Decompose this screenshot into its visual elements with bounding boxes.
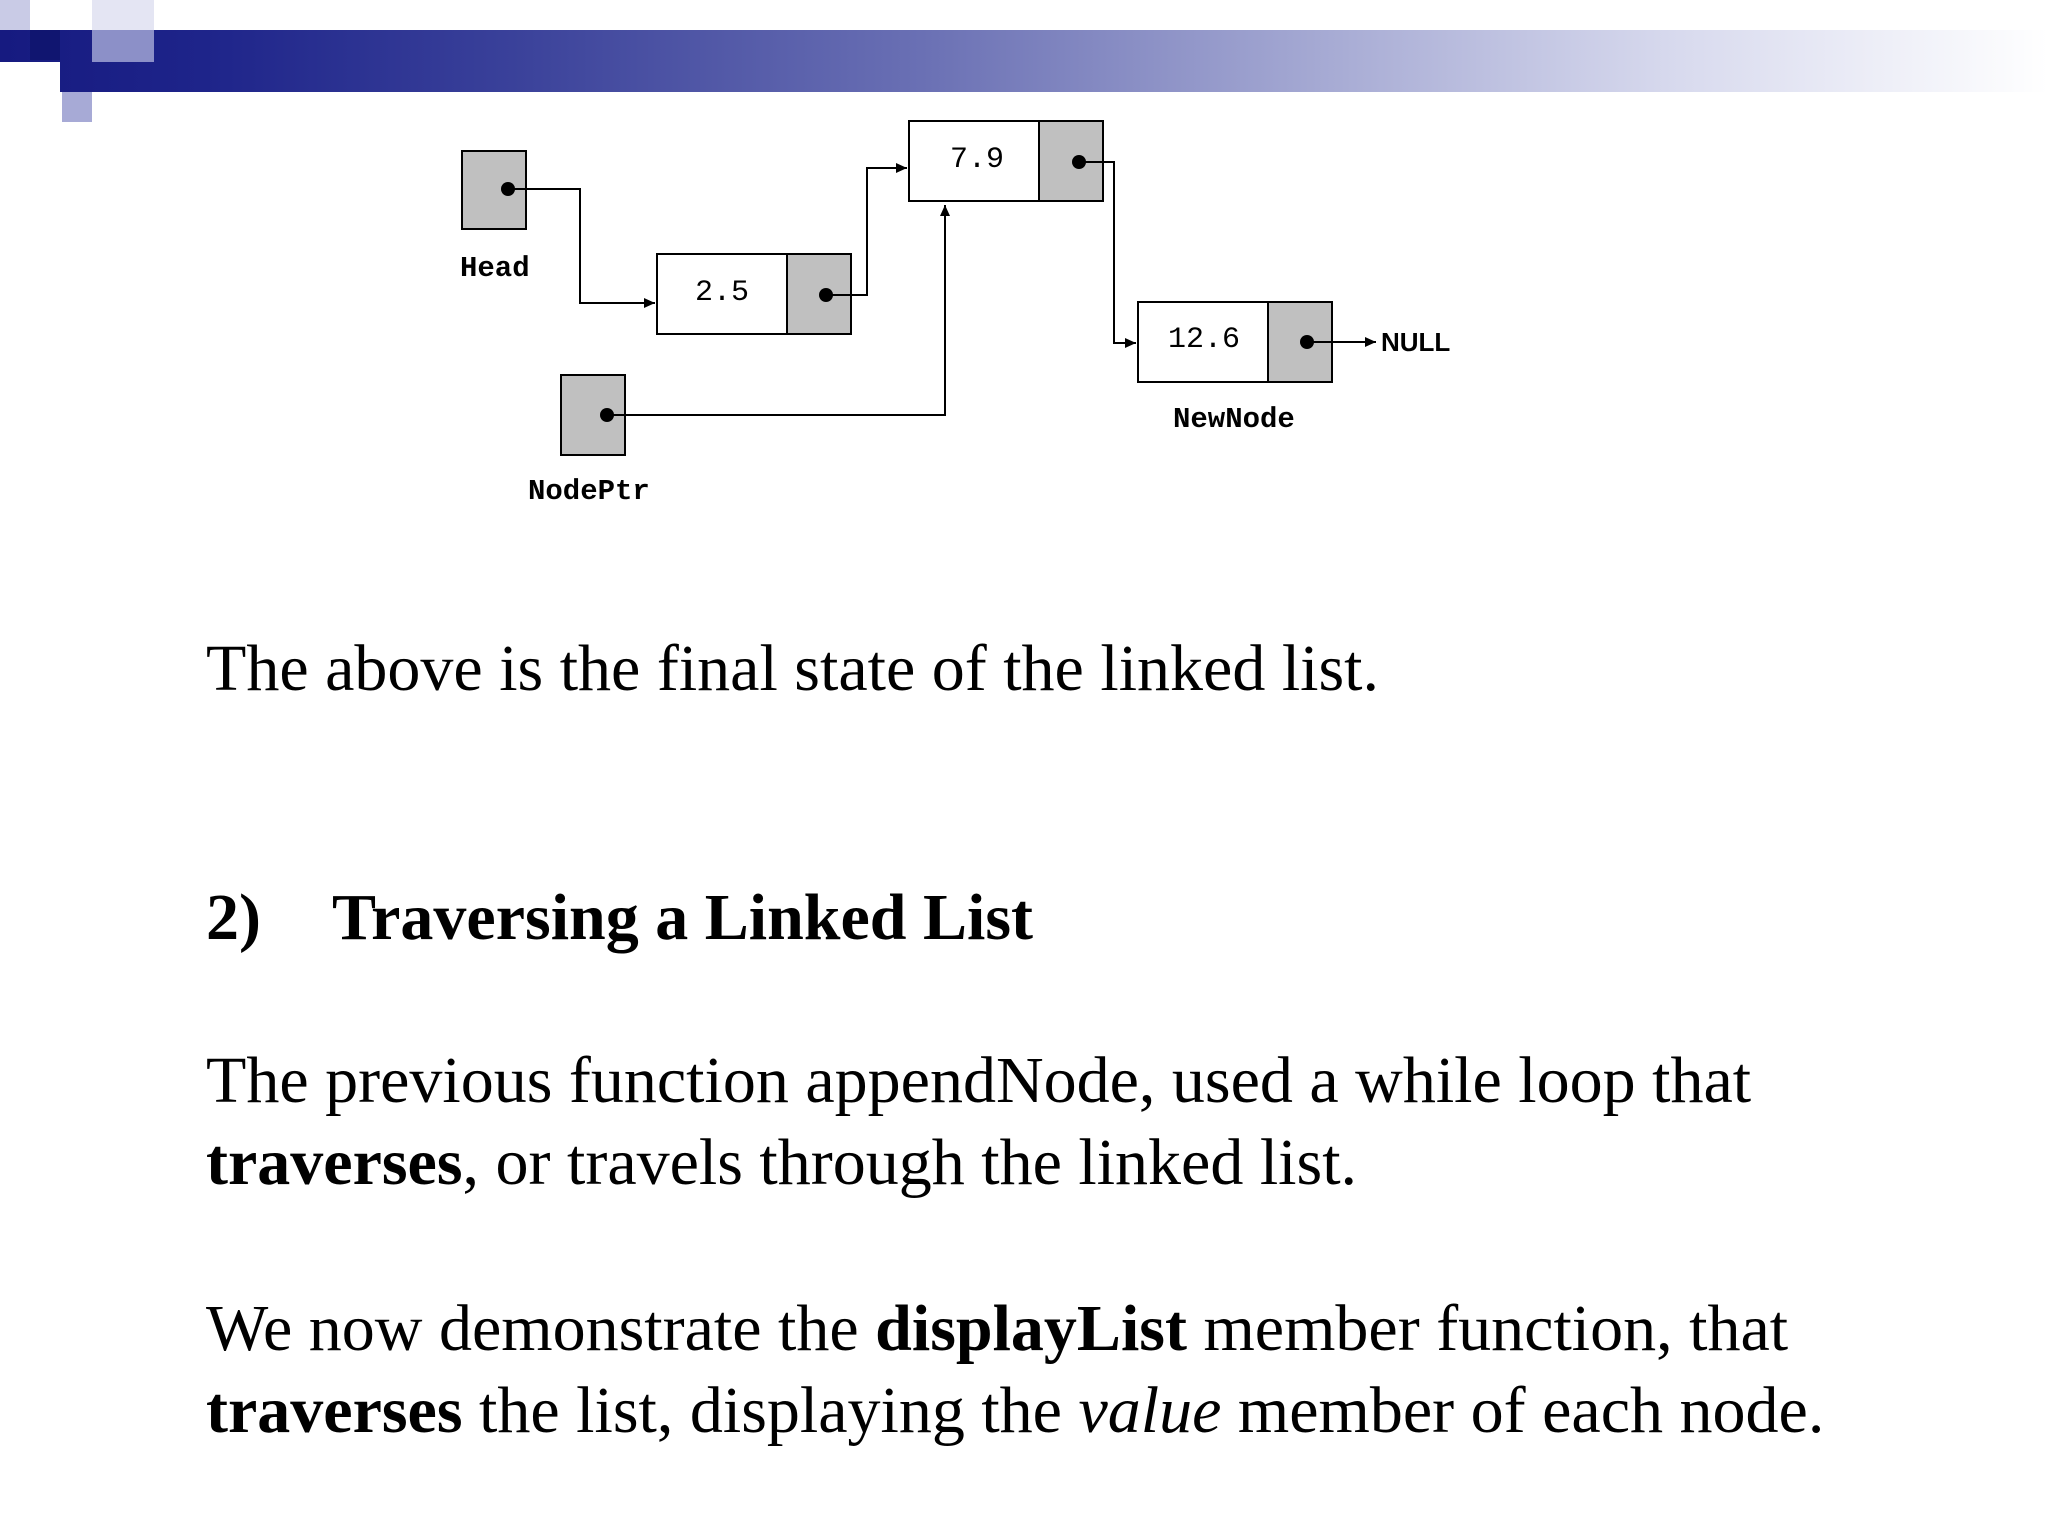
paragraph-displaylist <box>206 1288 1824 1452</box>
displaylist-bold: displayList <box>875 1292 1187 1365</box>
final-state-sentence: The above is the final state of the linked list. <box>206 632 1380 705</box>
paragraph-1-line-2 <box>206 1122 1751 1204</box>
newnode-label: NewNode <box>1173 403 1295 436</box>
traverses-bold-1: traverses <box>206 1126 463 1199</box>
paragraph-2-part-1: We now demonstrate the <box>206 1292 876 1365</box>
paragraph-1-rest: , or travels through the linked list. <box>462 1126 1358 1199</box>
arrow-head-to-node-1 <box>508 189 655 303</box>
head-label: Head <box>460 252 530 285</box>
null-label: NULL <box>1381 327 1451 357</box>
node-1-value: 2.5 <box>695 276 750 310</box>
paragraph-appendnode <box>206 1040 1751 1204</box>
value-italic: value <box>1078 1374 1222 1447</box>
heading-number: 2) <box>206 881 261 954</box>
paragraph-2-line-1 <box>206 1288 1824 1370</box>
linked-list-diagram <box>0 0 2048 540</box>
heading-title: Traversing a Linked List <box>332 881 1034 954</box>
final-state-text <box>206 628 1379 710</box>
node-3-value: 12.6 <box>1168 323 1241 357</box>
traverses-bold-2: traverses <box>206 1374 463 1447</box>
paragraph-2-part-3: the list, displaying the <box>462 1374 1079 1447</box>
nodeptr-label: NodePtr <box>528 475 650 508</box>
paragraph-2-line-2 <box>206 1370 1824 1452</box>
paragraph-1-line-1: The previous function appendNode, used a while loop that <box>206 1044 1752 1117</box>
paragraph-2-part-2: member function, that <box>1186 1292 1789 1365</box>
paragraph-2-part-4: member of each node. <box>1221 1374 1825 1447</box>
node-2-value: 7.9 <box>950 143 1005 177</box>
section-heading <box>206 877 1033 959</box>
